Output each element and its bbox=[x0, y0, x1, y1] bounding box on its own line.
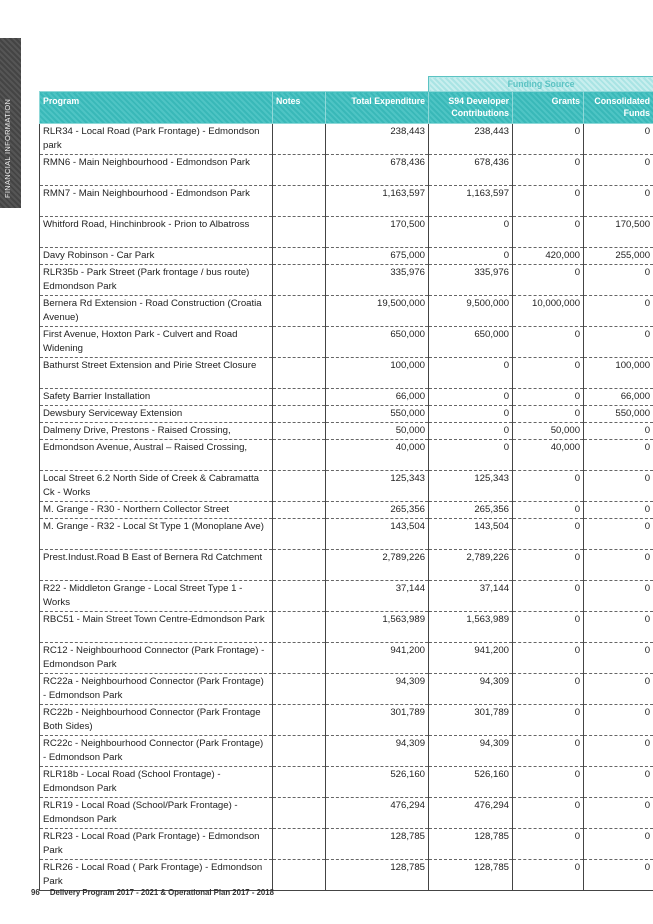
cell-consolidated: 0 bbox=[584, 423, 653, 440]
cell-notes bbox=[273, 550, 326, 581]
cell-total: 1,163,597 bbox=[326, 186, 429, 217]
cell-s94: 941,200 bbox=[429, 643, 513, 674]
table-row bbox=[40, 124, 653, 155]
cell-consolidated: 0 bbox=[584, 471, 653, 502]
cell-notes bbox=[273, 423, 326, 440]
cell-consolidated: 0 bbox=[584, 327, 653, 358]
cell-notes bbox=[273, 581, 326, 612]
cell-notes bbox=[273, 502, 326, 519]
cell-consolidated: 66,000 bbox=[584, 389, 653, 406]
cell-program: RC22b - Neighbourhood Connector (Park Frontage Both Sides) bbox=[40, 705, 273, 736]
cell-notes bbox=[273, 519, 326, 550]
cell-s94: 0 bbox=[429, 389, 513, 406]
cell-notes bbox=[273, 406, 326, 423]
cell-total: 476,294 bbox=[326, 798, 429, 829]
cell-notes bbox=[273, 217, 326, 248]
cell-s94: 143,504 bbox=[429, 519, 513, 550]
col-header-program: Program bbox=[40, 92, 273, 124]
cell-s94: 94,309 bbox=[429, 674, 513, 705]
cell-program: Safety Barrier Installation bbox=[40, 389, 273, 406]
cell-notes bbox=[273, 327, 326, 358]
table-row bbox=[40, 389, 653, 406]
col-header-total: Total Expenditure bbox=[326, 92, 429, 124]
cell-program: Whitford Road, Hinchinbrook - Prion to Albatross bbox=[40, 217, 273, 248]
cell-total: 19,500,000 bbox=[326, 296, 429, 327]
cell-consolidated: 0 bbox=[584, 705, 653, 736]
cell-consolidated: 0 bbox=[584, 581, 653, 612]
cell-total: 128,785 bbox=[326, 860, 429, 891]
cell-grants: 0 bbox=[513, 327, 584, 358]
cell-s94: 678,436 bbox=[429, 155, 513, 186]
cell-program: Prest.Indust.Road B East of Bernera Rd Catchment bbox=[40, 550, 273, 581]
cell-consolidated: 0 bbox=[584, 124, 653, 155]
cell-grants: 0 bbox=[513, 406, 584, 423]
cell-s94: 335,976 bbox=[429, 265, 513, 296]
cell-notes bbox=[273, 767, 326, 798]
cell-notes bbox=[273, 829, 326, 860]
cell-consolidated: 100,000 bbox=[584, 358, 653, 389]
cell-grants: 0 bbox=[513, 358, 584, 389]
funding-source-row bbox=[40, 77, 653, 92]
cell-grants: 0 bbox=[513, 612, 584, 643]
col-header-notes: Notes bbox=[273, 92, 326, 124]
table-row bbox=[40, 581, 653, 612]
cell-grants: 0 bbox=[513, 502, 584, 519]
cell-notes bbox=[273, 736, 326, 767]
cell-s94: 128,785 bbox=[429, 860, 513, 891]
cell-grants: 40,000 bbox=[513, 440, 584, 471]
cell-consolidated: 0 bbox=[584, 550, 653, 581]
table-row bbox=[40, 643, 653, 674]
cell-notes bbox=[273, 358, 326, 389]
cell-grants: 0 bbox=[513, 581, 584, 612]
cell-program: RLR18b - Local Road (School Frontage) - Edmondson Park bbox=[40, 767, 273, 798]
cell-consolidated: 550,000 bbox=[584, 406, 653, 423]
table-row bbox=[40, 327, 653, 358]
cell-grants: 0 bbox=[513, 736, 584, 767]
table-row bbox=[40, 612, 653, 643]
cell-consolidated: 0 bbox=[584, 296, 653, 327]
cell-program: Davy Robinson - Car Park bbox=[40, 248, 273, 265]
cell-notes bbox=[273, 389, 326, 406]
cell-notes bbox=[273, 265, 326, 296]
funding-source-header: Funding Source bbox=[429, 77, 653, 92]
cell-program: RLR34 - Local Road (Park Frontage) - Edmondson park bbox=[40, 124, 273, 155]
cell-total: 1,563,989 bbox=[326, 612, 429, 643]
cell-consolidated: 0 bbox=[584, 186, 653, 217]
cell-s94: 0 bbox=[429, 217, 513, 248]
cell-program: Bernera Rd Extension - Road Construction (Croatia Avenue) bbox=[40, 296, 273, 327]
cell-consolidated: 0 bbox=[584, 440, 653, 471]
cell-grants: 0 bbox=[513, 155, 584, 186]
cell-program: M. Grange - R30 - Northern Collector Street bbox=[40, 502, 273, 519]
cell-program: RLR23 - Local Road (Park Frontage) - Edmondson Park bbox=[40, 829, 273, 860]
cell-grants: 0 bbox=[513, 674, 584, 705]
cell-total: 170,500 bbox=[326, 217, 429, 248]
cell-grants: 0 bbox=[513, 705, 584, 736]
cell-s94: 2,789,226 bbox=[429, 550, 513, 581]
cell-program: R22 - Middleton Grange - Local Street Type 1 - Works bbox=[40, 581, 273, 612]
table-row bbox=[40, 798, 653, 829]
page-number: 96 bbox=[31, 888, 40, 897]
section-side-tab-label: FINANCIAL INFORMATION bbox=[3, 98, 12, 198]
cell-consolidated: 0 bbox=[584, 736, 653, 767]
cell-program: RC22a - Neighbourhood Connector (Park Frontage) - Edmondson Park bbox=[40, 674, 273, 705]
section-side-tab bbox=[0, 38, 21, 208]
cell-consolidated: 0 bbox=[584, 798, 653, 829]
cell-notes bbox=[273, 296, 326, 327]
table-row bbox=[40, 265, 653, 296]
cell-s94: 0 bbox=[429, 358, 513, 389]
cell-total: 678,436 bbox=[326, 155, 429, 186]
table-row bbox=[40, 186, 653, 217]
cell-s94: 476,294 bbox=[429, 798, 513, 829]
table-row bbox=[40, 502, 653, 519]
cell-program: M. Grange - R32 - Local St Type 1 (Monoplane Ave) bbox=[40, 519, 273, 550]
cell-program: Dewsbury Serviceway Extension bbox=[40, 406, 273, 423]
table-row bbox=[40, 519, 653, 550]
table-row bbox=[40, 296, 653, 327]
cell-grants: 0 bbox=[513, 471, 584, 502]
cell-total: 66,000 bbox=[326, 389, 429, 406]
cell-grants: 0 bbox=[513, 519, 584, 550]
cell-total: 526,160 bbox=[326, 767, 429, 798]
table-row bbox=[40, 736, 653, 767]
cell-consolidated: 0 bbox=[584, 612, 653, 643]
cell-program: RMN7 - Main Neighbourhood - Edmondson Park bbox=[40, 186, 273, 217]
cell-grants: 0 bbox=[513, 217, 584, 248]
cell-program: RC22c - Neighbourhood Connector (Park Frontage) - Edmondson Park bbox=[40, 736, 273, 767]
table-row bbox=[40, 248, 653, 265]
cell-program: Bathurst Street Extension and Pirie Street Closure bbox=[40, 358, 273, 389]
cell-grants: 0 bbox=[513, 767, 584, 798]
cell-notes bbox=[273, 705, 326, 736]
cell-total: 335,976 bbox=[326, 265, 429, 296]
cell-total: 265,356 bbox=[326, 502, 429, 519]
cell-consolidated: 0 bbox=[584, 155, 653, 186]
cell-s94: 0 bbox=[429, 423, 513, 440]
cell-program: RBC51 - Main Street Town Centre-Edmondson Park bbox=[40, 612, 273, 643]
cell-s94: 0 bbox=[429, 406, 513, 423]
cell-s94: 125,343 bbox=[429, 471, 513, 502]
cell-program: RLR35b - Park Street (Park frontage / bus route) Edmondson Park bbox=[40, 265, 273, 296]
cell-consolidated: 0 bbox=[584, 643, 653, 674]
cell-consolidated: 0 bbox=[584, 674, 653, 705]
cell-consolidated: 0 bbox=[584, 829, 653, 860]
cell-s94: 0 bbox=[429, 440, 513, 471]
table-row bbox=[40, 358, 653, 389]
cell-s94: 0 bbox=[429, 248, 513, 265]
table-header-row bbox=[40, 92, 653, 124]
cell-notes bbox=[273, 155, 326, 186]
col-header-consolidated: Consolidated Funds bbox=[584, 92, 653, 124]
table-row bbox=[40, 705, 653, 736]
table-row bbox=[40, 217, 653, 248]
cell-s94: 238,443 bbox=[429, 124, 513, 155]
cell-total: 125,343 bbox=[326, 471, 429, 502]
cell-notes bbox=[273, 612, 326, 643]
cell-consolidated: 170,500 bbox=[584, 217, 653, 248]
cell-total: 94,309 bbox=[326, 674, 429, 705]
cell-grants: 0 bbox=[513, 389, 584, 406]
cell-notes bbox=[273, 674, 326, 705]
cell-total: 50,000 bbox=[326, 423, 429, 440]
cell-total: 238,443 bbox=[326, 124, 429, 155]
cell-grants: 0 bbox=[513, 829, 584, 860]
cell-s94: 301,789 bbox=[429, 705, 513, 736]
cell-program: First Avenue, Hoxton Park - Culvert and Road Widening bbox=[40, 327, 273, 358]
cell-total: 301,789 bbox=[326, 705, 429, 736]
cell-grants: 0 bbox=[513, 124, 584, 155]
cell-notes bbox=[273, 471, 326, 502]
cell-notes bbox=[273, 186, 326, 217]
cell-program: RLR19 - Local Road (School/Park Frontage) - Edmondson Park bbox=[40, 798, 273, 829]
cell-total: 94,309 bbox=[326, 736, 429, 767]
cell-program: Local Street 6.2 North Side of Creek & Cabramatta Ck - Works bbox=[40, 471, 273, 502]
cell-total: 40,000 bbox=[326, 440, 429, 471]
table-row bbox=[40, 440, 653, 471]
cell-grants: 0 bbox=[513, 860, 584, 891]
table-row bbox=[40, 423, 653, 440]
cell-s94: 526,160 bbox=[429, 767, 513, 798]
cell-notes bbox=[273, 248, 326, 265]
table-row bbox=[40, 155, 653, 186]
cell-s94: 9,500,000 bbox=[429, 296, 513, 327]
cell-total: 650,000 bbox=[326, 327, 429, 358]
cell-total: 2,789,226 bbox=[326, 550, 429, 581]
cell-s94: 1,163,597 bbox=[429, 186, 513, 217]
cell-grants: 10,000,000 bbox=[513, 296, 584, 327]
table-row bbox=[40, 471, 653, 502]
cell-grants: 420,000 bbox=[513, 248, 584, 265]
cell-notes bbox=[273, 124, 326, 155]
cell-consolidated: 0 bbox=[584, 767, 653, 798]
cell-s94: 650,000 bbox=[429, 327, 513, 358]
cell-program: RMN6 - Main Neighbourhood - Edmondson Park bbox=[40, 155, 273, 186]
cell-total: 143,504 bbox=[326, 519, 429, 550]
cell-program: Edmondson Avenue, Austral – Raised Crossing, bbox=[40, 440, 273, 471]
table-row bbox=[40, 406, 653, 423]
cell-total: 128,785 bbox=[326, 829, 429, 860]
cell-grants: 0 bbox=[513, 643, 584, 674]
page-footer bbox=[31, 888, 274, 897]
footer-title: Delivery Program 2017 - 2021 & Operational Plan 2017 - 2018 bbox=[49, 888, 274, 897]
cell-grants: 50,000 bbox=[513, 423, 584, 440]
cell-notes bbox=[273, 440, 326, 471]
cell-consolidated: 0 bbox=[584, 860, 653, 891]
cell-total: 941,200 bbox=[326, 643, 429, 674]
table-row bbox=[40, 674, 653, 705]
cell-total: 675,000 bbox=[326, 248, 429, 265]
cell-total: 550,000 bbox=[326, 406, 429, 423]
cell-consolidated: 0 bbox=[584, 519, 653, 550]
cell-notes bbox=[273, 643, 326, 674]
cell-s94: 128,785 bbox=[429, 829, 513, 860]
capital-works-table bbox=[39, 76, 653, 891]
cell-consolidated: 0 bbox=[584, 502, 653, 519]
table-row bbox=[40, 829, 653, 860]
cell-program: RC12 - Neighbourhood Connector (Park Frontage) - Edmondson Park bbox=[40, 643, 273, 674]
cell-program: RLR26 - Local Road ( Park Frontage) - Edmondson Park bbox=[40, 860, 273, 891]
table-row bbox=[40, 767, 653, 798]
col-header-grants: Grants bbox=[513, 92, 584, 124]
cell-consolidated: 0 bbox=[584, 265, 653, 296]
cell-program: Dalmeny Drive, Prestons - Raised Crossing, bbox=[40, 423, 273, 440]
cell-s94: 265,356 bbox=[429, 502, 513, 519]
cell-total: 100,000 bbox=[326, 358, 429, 389]
cell-s94: 94,309 bbox=[429, 736, 513, 767]
table-row bbox=[40, 860, 653, 891]
cell-consolidated: 255,000 bbox=[584, 248, 653, 265]
cell-grants: 0 bbox=[513, 186, 584, 217]
cell-total: 37,144 bbox=[326, 581, 429, 612]
table-body bbox=[40, 124, 653, 891]
cell-s94: 37,144 bbox=[429, 581, 513, 612]
cell-notes bbox=[273, 860, 326, 891]
cell-s94: 1,563,989 bbox=[429, 612, 513, 643]
col-header-s94: S94 Developer Contributions bbox=[429, 92, 513, 124]
cell-grants: 0 bbox=[513, 550, 584, 581]
table-row bbox=[40, 550, 653, 581]
cell-grants: 0 bbox=[513, 265, 584, 296]
cell-notes bbox=[273, 798, 326, 829]
cell-grants: 0 bbox=[513, 798, 584, 829]
